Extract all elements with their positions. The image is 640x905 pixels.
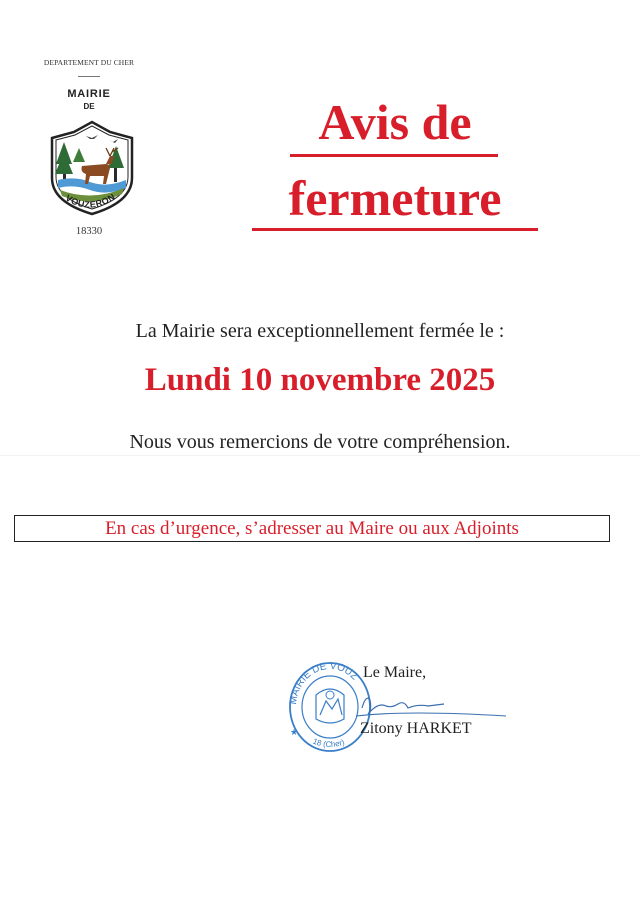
title-line-2: fermeture [288, 170, 502, 226]
svg-text:★: ★ [290, 727, 299, 737]
postal-code: 18330 [75, 226, 103, 237]
title-line-1: Avis de [318, 94, 472, 150]
department-label: DEPARTEMENT DU CHER [43, 58, 135, 67]
title-underline-2 [252, 228, 538, 231]
de-label: DE [83, 102, 95, 111]
signatory-name: Zitony HARKET [360, 720, 472, 737]
closure-date: Lundi 10 novembre 2025 [144, 362, 496, 398]
page-fold [0, 455, 640, 456]
crest-text: VOUZERON [63, 191, 118, 210]
handwritten-signature [348, 686, 508, 722]
urgent-notice-box [14, 515, 610, 542]
stamp-text-bottom: 18 (Cher) [311, 736, 346, 750]
announcement-text: La Mairie sera exceptionnellement fermée le : [135, 320, 505, 342]
signatory-role: Le Maire, [363, 664, 427, 681]
mairie-label: MAIRIE [67, 88, 111, 100]
thanks-text: Nous vous remercions de votre compréhension. [129, 431, 511, 453]
urgent-notice-text: En cas d’urgence, s’adresser au Maire ou aux Adjoints [105, 518, 519, 539]
title-underline-1 [290, 154, 498, 157]
stamp-text-top: MAIRIE DE VOUZ [287, 660, 360, 706]
divider [78, 76, 100, 77]
coat-of-arms-logo [46, 118, 138, 218]
